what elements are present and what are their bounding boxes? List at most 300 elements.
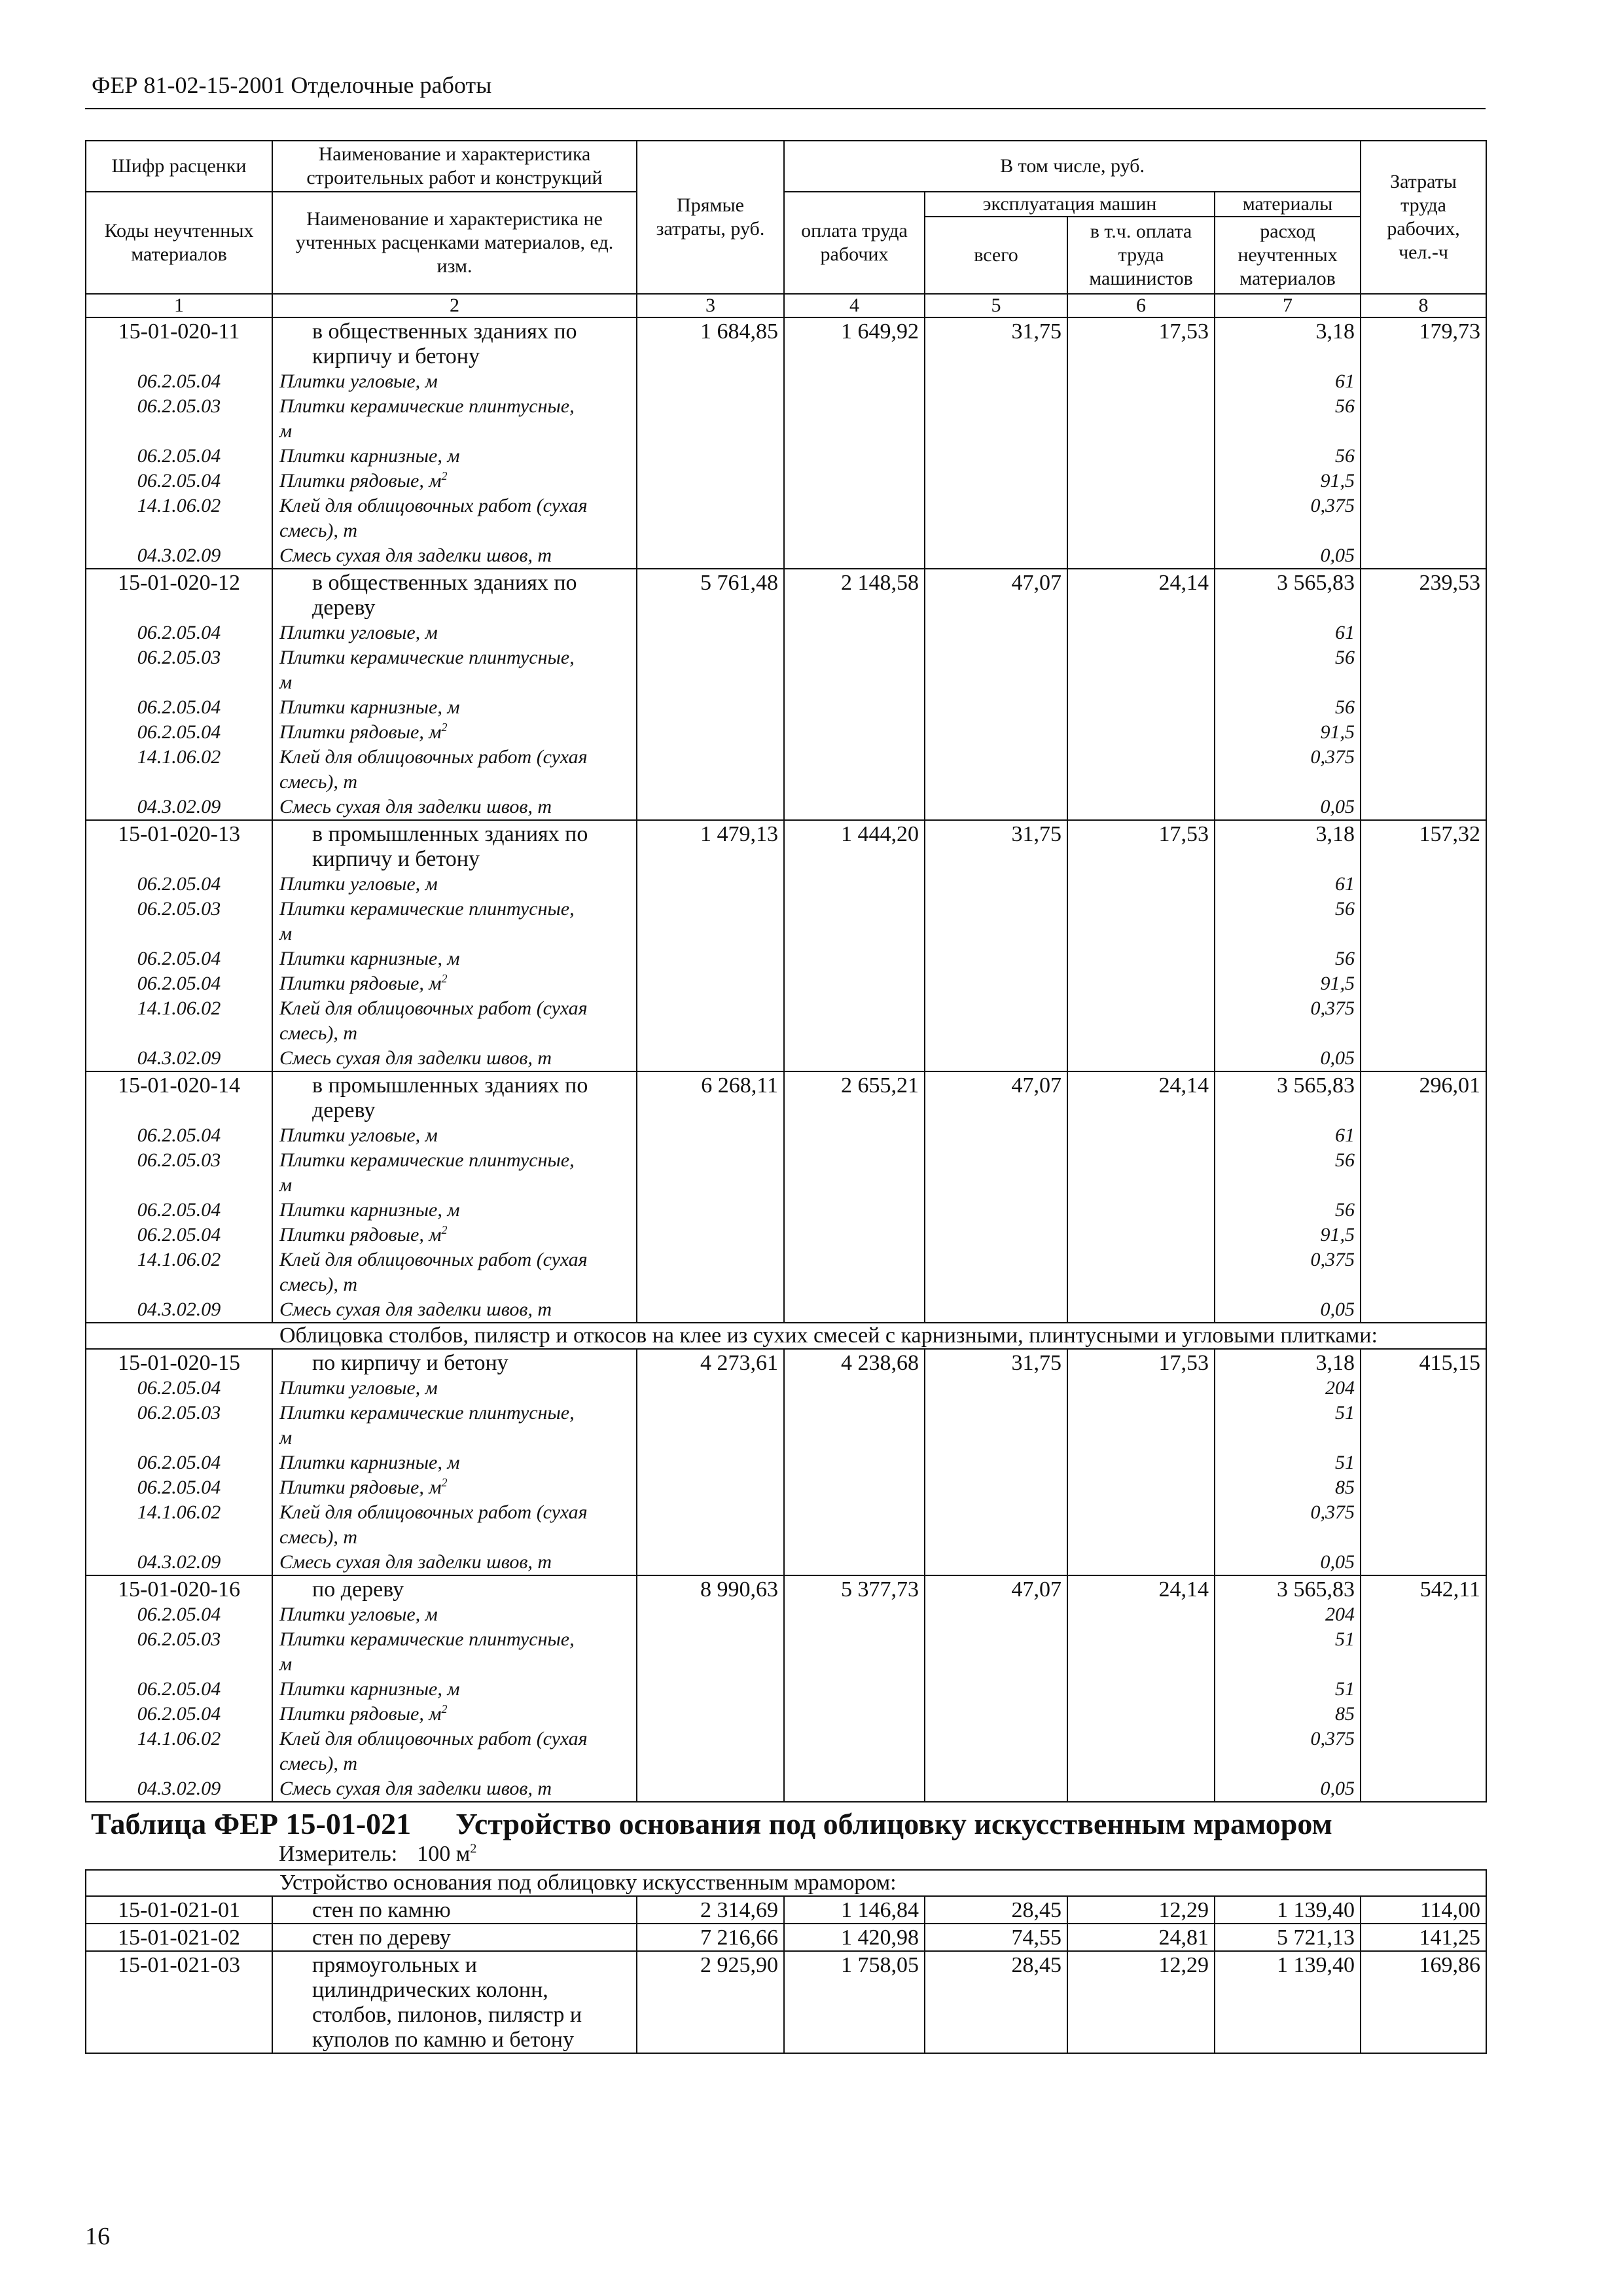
material-consumption: 204 [1215,1602,1361,1627]
rate-code: 15-01-020-11 [86,317,272,369]
material-name: Плитки карнизные, м [279,1678,460,1700]
empty-cell [1361,1198,1486,1223]
material-consumption: 51 [1215,1677,1361,1702]
rate-row [86,1896,1486,1924]
material-code: 06.2.05.04 [86,1198,272,1223]
material-code: 14.1.06.02 [86,745,272,795]
col-machinist-pay-header: в т.ч. оплата труда машинистов [1067,217,1215,294]
unit-power: 2 [441,972,448,985]
empty-cell [637,1702,784,1727]
empty-cell [784,1198,925,1223]
material-row [86,1475,1486,1500]
material-description [272,996,637,1046]
material-row [86,1727,1486,1776]
measure-row [86,1842,1486,1870]
material-row [86,946,1486,971]
empty-cell [637,493,784,543]
material-row [86,1602,1486,1627]
empty-cell [637,872,784,897]
empty-cell [1067,645,1215,695]
empty-cell [784,469,925,493]
empty-cell [784,1123,925,1148]
rate-value: 28,45 [925,1951,1067,2053]
rate-value: 31,75 [925,317,1067,369]
empty-cell [637,1450,784,1475]
material-consumption: 0,375 [1215,996,1361,1046]
empty-cell [637,1123,784,1148]
rate-description-line: столбов, пилонов, пилястр и [312,2003,582,2027]
measure [86,1842,1486,1870]
measure-label: Измеритель: [279,1842,398,1866]
empty-cell [1067,745,1215,795]
material-consumption: 0,05 [1215,1046,1361,1071]
rate-value: 17,53 [1067,317,1215,369]
material-consumption: 0,05 [1215,795,1361,820]
material-consumption: 51 [1215,1627,1361,1677]
empty-cell [1067,720,1215,745]
column-number: 3 [637,294,784,317]
empty-cell [1361,1727,1486,1776]
material-consumption: 85 [1215,1702,1361,1727]
empty-cell [1067,1247,1215,1297]
col-name-header: Наименование и характеристика строительных работ и конструкций [272,141,637,192]
rate-row [86,1349,1486,1376]
empty-cell [784,543,925,569]
empty-cell [784,946,925,971]
rate-value: 7 216,66 [637,1924,784,1951]
material-row [86,1046,1486,1071]
empty-cell [637,543,784,569]
rate-value: 24,14 [1067,1575,1215,1602]
rate-row [86,1575,1486,1602]
empty-cell [784,996,925,1046]
material-name-continued: м [279,1174,293,1196]
material-code: 04.3.02.09 [86,1550,272,1575]
rate-value: 3,18 [1215,1349,1361,1376]
material-description [272,946,637,971]
material-consumption: 0,05 [1215,543,1361,569]
empty-cell [784,1550,925,1575]
material-description [272,695,637,720]
empty-cell [1361,1401,1486,1450]
material-name: Плитки карнизные, м [279,696,460,718]
rate-value: 114,00 [1361,1896,1486,1924]
material-description [272,1475,637,1500]
empty-cell [1067,369,1215,394]
empty-cell [925,645,1067,695]
material-code: 04.3.02.09 [86,1046,272,1071]
empty-cell [1361,1776,1486,1802]
empty-cell [925,1475,1067,1500]
material-description [272,469,637,493]
rate-code: 15-01-020-16 [86,1575,272,1602]
empty-cell [637,1223,784,1247]
empty-cell [925,1702,1067,1727]
material-name: Плитки керамические плинтусные, [279,1402,575,1424]
material-description [272,1776,637,1802]
table-heading-row [86,1802,1486,1842]
material-code: 14.1.06.02 [86,1727,272,1776]
empty-cell [784,493,925,543]
rate-value: 1 479,13 [637,820,784,872]
section-title: Облицовка столбов, пилястр и откосов на клее из сухих смесей с карнизными, плинтусными и угловыми плитками: [86,1323,1486,1349]
material-name: Плитки рядовые, м [279,1703,442,1725]
material-code: 06.2.05.03 [86,1627,272,1677]
rate-value: 1 684,85 [637,317,784,369]
material-code: 06.2.05.03 [86,1148,272,1198]
empty-cell [1067,946,1215,971]
material-name: Плитки керамические плинтусные, [279,898,575,920]
empty-cell [1361,1602,1486,1627]
empty-cell [1067,1627,1215,1677]
empty-cell [1361,493,1486,543]
rate-row [86,1924,1486,1951]
rate-value: 24,14 [1067,569,1215,620]
material-name: Смесь сухая для заделки швов, т [279,1551,552,1573]
empty-cell [925,1401,1067,1450]
rate-value: 3 565,83 [1215,1575,1361,1602]
material-code: 06.2.05.04 [86,469,272,493]
price-table [85,140,1487,2054]
empty-cell [784,1602,925,1627]
material-description [272,394,637,444]
empty-cell [637,695,784,720]
rate-code: 15-01-020-12 [86,569,272,620]
rate-description-line: стен по камню [312,1898,451,1922]
material-row [86,1677,1486,1702]
material-name-continued: смесь), т [279,520,358,541]
rate-description [272,1896,637,1924]
empty-cell [784,1702,925,1727]
material-row [86,1297,1486,1323]
material-description [272,1727,637,1776]
empty-cell [1067,1046,1215,1071]
empty-cell [1067,695,1215,720]
rate-value: 12,29 [1067,1951,1215,2053]
empty-cell [925,695,1067,720]
empty-cell [1067,1727,1215,1776]
empty-cell [784,444,925,469]
empty-cell [1067,795,1215,820]
rate-value: 12,29 [1067,1896,1215,1924]
empty-cell [925,1247,1067,1297]
rate-value: 8 990,63 [637,1575,784,1602]
column-number: 7 [1215,294,1361,317]
empty-cell [1361,695,1486,720]
material-name: Смесь сухая для заделки швов, т [279,1299,552,1320]
rate-description-line: дереву [312,1098,376,1122]
material-name: Смесь сухая для заделки швов, т [279,1778,552,1799]
empty-cell [1067,1123,1215,1148]
empty-cell [1361,1297,1486,1323]
material-description [272,1500,637,1550]
empty-cell [925,946,1067,971]
material-consumption: 56 [1215,897,1361,946]
empty-cell [784,1148,925,1198]
empty-cell [637,1198,784,1223]
rate-value: 239,53 [1361,569,1486,620]
empty-cell [637,946,784,971]
material-description [272,971,637,996]
material-row [86,1223,1486,1247]
rate-description-line: кирпичу и бетону [312,847,480,871]
material-name: Смесь сухая для заделки швов, т [279,545,552,566]
rate-value: 4 273,61 [637,1349,784,1376]
rate-description-line: по кирпичу и бетону [312,1351,508,1375]
empty-cell [637,795,784,820]
material-code: 06.2.05.04 [86,620,272,645]
material-consumption: 56 [1215,1198,1361,1223]
material-row [86,695,1486,720]
material-consumption: 91,5 [1215,971,1361,996]
empty-cell [925,745,1067,795]
empty-cell [925,1627,1067,1677]
empty-cell [1067,444,1215,469]
empty-cell [925,1602,1067,1627]
material-code: 04.3.02.09 [86,1776,272,1802]
rate-row [86,1071,1486,1123]
empty-cell [1361,1247,1486,1297]
rate-description-line: куполов по камню и бетону [312,2028,574,2052]
measure-unit-power: 2 [470,1841,477,1856]
empty-cell [1361,872,1486,897]
empty-cell [1067,1223,1215,1247]
material-description [272,1123,637,1148]
material-description [272,720,637,745]
rate-row [86,1951,1486,2053]
material-name: Плитки угловые, м [279,622,438,643]
empty-cell [1067,1148,1215,1198]
rate-description-line: цилиндрических колонн, [312,1978,548,2002]
column-number: 6 [1067,294,1215,317]
rate-value: 415,15 [1361,1349,1486,1376]
material-code: 14.1.06.02 [86,996,272,1046]
material-consumption: 0,375 [1215,1727,1361,1776]
empty-cell [784,1727,925,1776]
material-description [272,620,637,645]
empty-cell [1067,1602,1215,1627]
empty-cell [1361,1500,1486,1550]
material-code: 06.2.05.04 [86,695,272,720]
material-row [86,1627,1486,1677]
material-name: Плитки угловые, м [279,873,438,895]
unit-power: 2 [441,1702,448,1715]
empty-cell [1361,745,1486,795]
material-name: Плитки карнизные, м [279,1199,460,1221]
material-description [272,1223,637,1247]
empty-cell [784,720,925,745]
empty-cell [925,1376,1067,1401]
material-description [272,1702,637,1727]
column-number: 8 [1361,294,1486,317]
empty-cell [1067,1297,1215,1323]
col-material-codes-header: Коды неучтенных материалов [86,192,272,294]
material-code: 06.2.05.04 [86,1702,272,1727]
empty-cell [1361,1223,1486,1247]
empty-cell [1067,872,1215,897]
header-rule [85,108,1486,109]
empty-cell [1067,1401,1215,1450]
material-name: Плитки угловые, м [279,1377,438,1399]
rate-description [272,317,637,369]
rate-description-line: прямоугольных и [312,1953,477,1977]
material-code: 06.2.05.03 [86,645,272,695]
empty-cell [784,1677,925,1702]
material-row [86,1247,1486,1297]
rate-code: 15-01-021-02 [86,1924,272,1951]
material-name-continued: смесь), т [279,1022,358,1044]
col-labor-pay-header: оплата труда рабочих [784,192,925,294]
empty-cell [925,493,1067,543]
empty-cell [637,469,784,493]
column-number: 5 [925,294,1067,317]
rate-value: 3,18 [1215,820,1361,872]
empty-cell [1361,1376,1486,1401]
material-code: 06.2.05.04 [86,369,272,394]
material-description [272,872,637,897]
rate-value: 24,14 [1067,1071,1215,1123]
material-name: Плитки рядовые, м [279,1224,442,1246]
empty-cell [1361,971,1486,996]
material-row [86,620,1486,645]
rate-description [272,1951,637,2053]
empty-cell [1361,1677,1486,1702]
material-description [272,1297,637,1323]
material-row [86,1148,1486,1198]
material-name: Клей для облицовочных работ (сухая [279,746,588,768]
empty-cell [1067,996,1215,1046]
empty-cell [784,1046,925,1071]
rate-description-line: в общественных зданиях по [312,571,577,595]
empty-cell [1067,1198,1215,1223]
empty-cell [784,369,925,394]
material-row [86,369,1486,394]
empty-cell [784,1297,925,1323]
empty-cell [637,720,784,745]
material-code: 06.2.05.04 [86,1602,272,1627]
rate-value: 2 148,58 [784,569,925,620]
material-name: Плитки керамические плинтусные, [279,647,575,668]
material-description [272,645,637,695]
empty-cell [784,645,925,695]
rate-value: 24,81 [1067,1924,1215,1951]
empty-cell [925,971,1067,996]
material-row [86,1376,1486,1401]
material-description [272,1401,637,1450]
unit-power: 2 [441,1476,448,1489]
empty-cell [1067,971,1215,996]
rate-value: 3 565,83 [1215,1071,1361,1123]
empty-cell [1067,1702,1215,1727]
material-consumption: 0,375 [1215,1247,1361,1297]
material-consumption: 0,05 [1215,1550,1361,1575]
rate-value: 17,53 [1067,1349,1215,1376]
empty-cell [925,1123,1067,1148]
empty-cell [925,394,1067,444]
material-row [86,394,1486,444]
col-machines-total-header: всего [925,217,1067,294]
page-header: ФЕР 81-02-15-2001 Отделочные работы [92,72,492,98]
col-code-header: Шифр расценки [86,141,272,192]
material-code: 04.3.02.09 [86,795,272,820]
rate-value: 47,07 [925,1071,1067,1123]
material-name: Плитки рядовые, м [279,721,442,743]
empty-cell [1067,897,1215,946]
empty-cell [925,1223,1067,1247]
rate-code: 15-01-020-15 [86,1349,272,1376]
rate-value: 3 565,83 [1215,569,1361,620]
material-consumption: 91,5 [1215,1223,1361,1247]
empty-cell [1067,1500,1215,1550]
empty-cell [1067,1776,1215,1802]
rate-description [272,1924,637,1951]
column-number: 4 [784,294,925,317]
empty-cell [1361,1450,1486,1475]
empty-cell [1067,620,1215,645]
material-description [272,1198,637,1223]
material-name-continued: смесь), т [279,1526,358,1548]
empty-cell [1067,1550,1215,1575]
material-row [86,469,1486,493]
empty-cell [1361,369,1486,394]
rate-value: 4 238,68 [784,1349,925,1376]
material-consumption: 56 [1215,946,1361,971]
material-name: Плитки карнизные, м [279,1452,460,1473]
rate-value: 31,75 [925,1349,1067,1376]
material-code: 04.3.02.09 [86,1297,272,1323]
empty-cell [784,1401,925,1450]
empty-cell [1361,996,1486,1046]
page-number: 16 [85,2223,110,2250]
material-code: 06.2.05.04 [86,872,272,897]
empty-cell [1361,897,1486,946]
empty-cell [1361,1475,1486,1500]
empty-cell [1361,1046,1486,1071]
rate-value: 542,11 [1361,1575,1486,1602]
rate-value: 3,18 [1215,317,1361,369]
empty-cell [637,1602,784,1627]
measure-value: 100 м [417,1842,471,1866]
material-name-continued: м [279,1653,293,1675]
empty-cell [1361,444,1486,469]
empty-cell [925,1297,1067,1323]
rate-value: 1 146,84 [784,1896,925,1924]
empty-cell [784,1247,925,1297]
material-name-continued: м [279,672,293,693]
material-code: 06.2.05.04 [86,1376,272,1401]
empty-cell [925,1677,1067,1702]
empty-cell [784,1500,925,1550]
material-row [86,795,1486,820]
empty-cell [637,1475,784,1500]
material-consumption: 61 [1215,1123,1361,1148]
unit-power: 2 [441,1223,448,1236]
empty-cell [1067,394,1215,444]
material-code: 06.2.05.04 [86,1123,272,1148]
material-description [272,1148,637,1198]
material-name-continued: м [279,1427,293,1448]
empty-cell [925,1727,1067,1776]
unit-power: 2 [441,721,448,734]
empty-cell [925,1198,1067,1223]
material-row [86,1550,1486,1575]
rate-value: 1 649,92 [784,317,925,369]
empty-cell [637,394,784,444]
material-consumption: 51 [1215,1401,1361,1450]
col-material-name-header: Наименование и характеристика не учтенных расценками материалов, ед. изм. [272,192,637,294]
empty-cell [637,1550,784,1575]
col-labor-hours-header: Затраты труда рабочих, чел.-ч [1361,141,1486,294]
